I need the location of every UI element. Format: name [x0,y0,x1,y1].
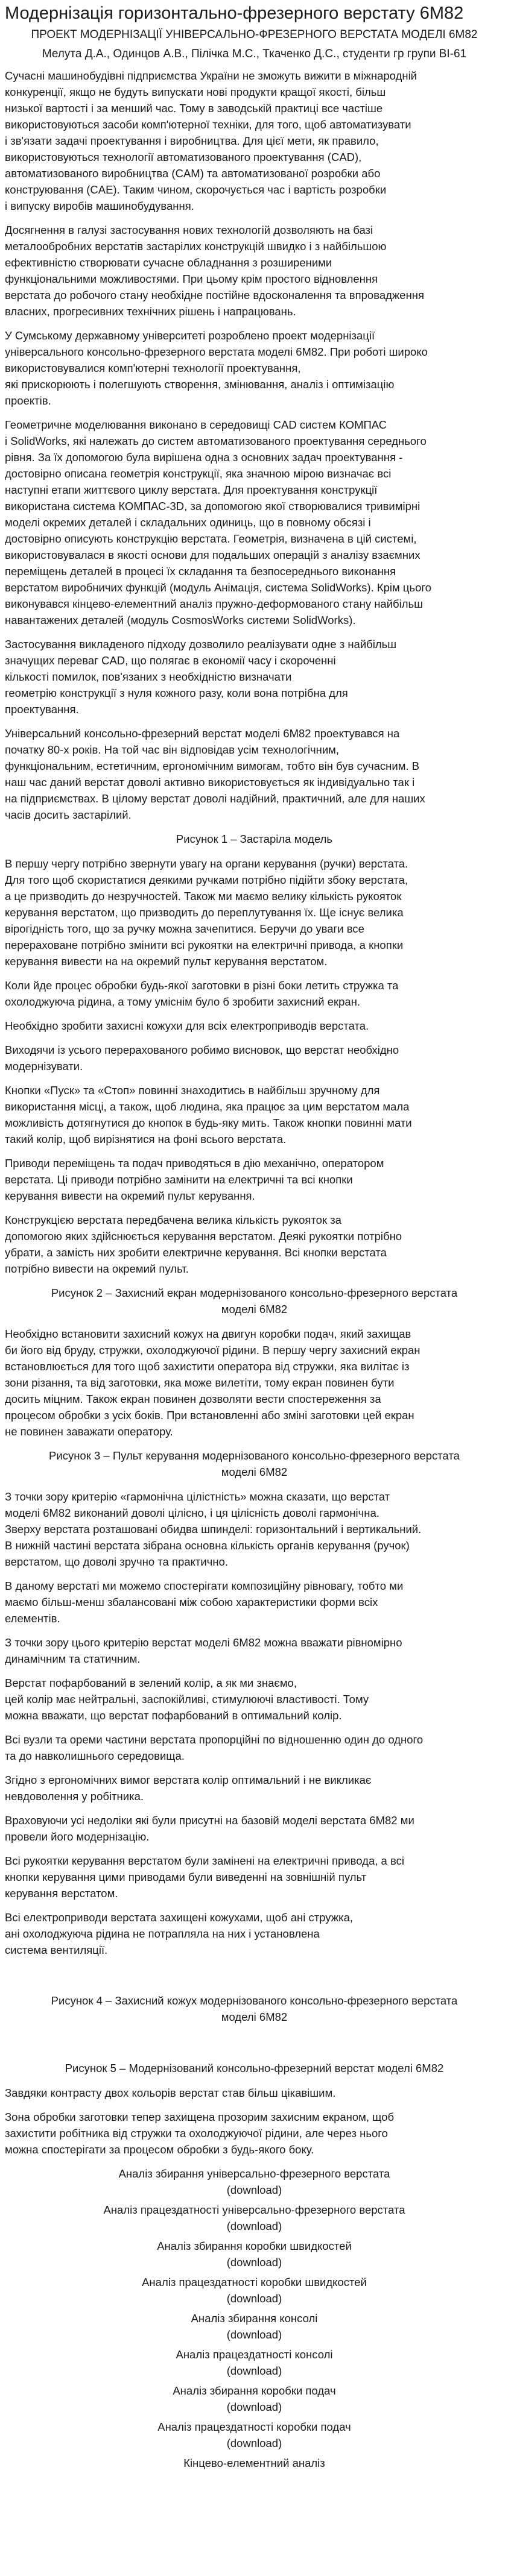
download-item-title: Аналіз працездатності коробки швидкостей [142,2276,367,2288]
paragraph: У Сумському державному університеті розроблено проект модернізації універсального консольно-фрезерного верстата моделі 6М82. При роботі широко використовувалися комп'ютерні технології проектування, які прискорюють і полегшують створення, змінювання, аналіз і оптимізацію проектів. [5,329,428,407]
paragraph: З точки зору цього критерію верстат моделі 6М82 можна вважати рівномірно динамічним та статичним. [5,1636,402,1665]
download-item [5,2165,504,2198]
download-item-title: Аналіз збирання коробки подач [173,2384,336,2397]
figure-caption: Рисунок 1 – Застаріла модель [176,833,333,845]
figure-placeholder [5,2033,504,2060]
download-link[interactable]: (download) [226,2364,282,2377]
download-item-title: Кінцево-елементний аналіз [183,2457,325,2469]
paragraph: В першу чергу потрібно звернути увагу на органи керування (ручки) верстата. Для того щоб скористатися деякими ручками потрібно підійти збоку верстата, а це призводить до незручностей. Також ми маємо велику кількість рукояток керування верстатом, що призводить до переплутування їх. Ще існує велика вірогідність того, що за ручку можна зачепитися. Беручи до уваги все перераховане потрібно змінити всі рукоятки на електричні привода, а кнопки керування вивести на на окремий пульт керування верстатом. [5,857,408,968]
paragraph: Всі рукоятки керування верстатом були замінені на електричні привода, а всі кнопки керування цими приводами були виведенні на зовнішній пульт керування верстатом. [5,1854,404,1900]
download-item-title: Аналіз працездатності коробки подач [157,2420,351,2433]
paragraph: В даному верстаті ми можемо спостерігати композиційну рівновагу, тобто ми маємо більш-менш збалансовані між собою характеристики форми всіх елементів. [5,1579,404,1625]
download-link[interactable]: (download) [226,2437,282,2449]
article-subtitle: ПРОЕКТ МОДЕРНІЗАЦІЇ УНІВЕРСАЛЬНО-ФРЕЗЕРНОГО ВЕРСТАТА МОДЕЛІ 6М82 [31,28,478,41]
paragraph: Сучасні машинобудівні підприємства України не зможуть вижити в міжнародній конкуренції, якщо не будуть випускати нові продукти кращої якості, більш низької вартості і за менший час. Тому в заводській практиці все частіше використовуються засоби комп'ютерної техніки, для того, щоб автоматизувати і зв'язати задачі проектування і виробництва. Для цієї мети, як правило, використовуються технології автоматизованого проектування (CAD), автоматизованого виробництва (CAM) та автоматизованої розробки або конструювання (CAE). Таким чином, скорочується час і вартість розробки і випуску виробів машинобудування. [5,69,417,212]
download-item [5,2419,504,2451]
paragraph: Кнопки «Пуск» та «Стоп» повинні знаходитись в найбільш зручному для використання місці, а також, щоб людина, яка працює за цим верстатом мала можливість дотягнутися до кнопок в будь-яку мить. Також кнопки повинні мати такий колір, щоб вирізнятися на фоні всього верстата. [5,1084,412,1145]
download-item [5,2382,504,2415]
paragraph: З точки зору критерію «гармонічна цілістність» можна сказати, що верстат моделі 6М82 виконаний доволі цілісно, і ця цілісність доволі гармонічна. Зверху верстата розташовані обидва шпинделі: горизонтальний і вертикальний. В нижній частині верстата зібрана основна кількість органів керування (ручок) верстатом, що доволі зручно та практично. [5,1490,422,1568]
paragraph: Згідно з ергономічних вимог верстата колір оптимальний і не викликає невдоволення у робітника. [5,1774,372,1803]
paragraph: Зона обробки заготовки тепер захищена прозорим захисним екраном, щоб захистити робітника від стружки та охолоджуючої рідини, але через нього можна спостерігати за процесом обробки з будь-якого боку. [5,2111,395,2156]
download-link[interactable]: (download) [226,2292,282,2305]
download-item [5,2346,504,2379]
download-item [5,2455,504,2471]
figure-caption: Рисунок 4 – Захисний кожух модернізованого консольно-фрезерного верстата моделі 6М82 [51,1994,458,2023]
paragraph: Виходячи із усього перерахованого робимо висновок, що верстат необхідно модернізувати. [5,1044,399,1072]
figure-caption: Рисунок 3 – Пульт керування модернізованого консольно-фрезерного верстата моделі 6М82 [49,1449,460,1478]
download-link[interactable]: (download) [226,2401,282,2413]
download-item-title: Аналіз збирання універсально-фрезерного верстата [118,2167,390,2180]
download-item-title: Аналіз збирання консолі [191,2312,318,2325]
paragraph: Коли йде процес обробки будь-якої заготовки в різні боки летить стружка та охолоджуюча рідина, а тому уміснім було б зробити захисний екран. [5,979,399,1008]
figure-caption: Рисунок 2 – Захисний екран модернізованого консольно-фрезерного верстата моделі 6М82 [51,1286,458,1315]
paragraph: Необхідно встановити захисний кожух на двигун коробки подач, який захищав би його від бруду, стружки, охолоджуючої рідини. В першу чергу захисний екран встановлюється для того щоб захистити оператора від стружки, яка вилітає із зони різання, та від заготовки, яка може вилетіти, тому екран повинен бути досить міцним. Також екран повинен дозволяти вести спостереження за процесом обробки з усіх боків. При встановленні або зміні заготовки цей екран не повинен заважати оператору. [5,1327,421,1438]
download-item-title: Аналіз працездатності універсально-фрезерного верстата [103,2203,405,2216]
download-item [5,2238,504,2270]
download-link[interactable]: (download) [226,2256,282,2269]
paragraph: Всі вузли та ореми частини верстата пропорційні по відношенню один до одного та до навколишнього середовища. [5,1733,424,1762]
download-item [5,2274,504,2307]
paragraph: Завдяки контрасту двох кольорів верстат став більш цікавішим. [5,2086,336,2099]
paragraph: Верстат пофарбований в зелений колір, а як ми знаємо, цей колір має нейтральні, заспокійливі, стимулюючі властивості. Тому можна вважати, що верстат пофарбований в оптимальний колір. [5,1677,369,1722]
download-link[interactable]: (download) [226,2328,282,2341]
article-body [5,68,504,2158]
paragraph: Враховуючи усі недоліки які були присутні на базовій моделі верстата 6М82 ми провели його модернізацію. [5,1814,414,1843]
paragraph: Застосування викладеного підходу дозволило реалізувати одне з найбільш значущих переваг CAD, що полягає в економії часу і скороченні кількості помилок, пов'язаних з необхідністю визначати геометрію конструкції з нуля кожного разу, коли вона потрібна для проектування. [5,638,397,716]
article-authors: Мелута Д.А., Одинцов А.В., Пілічка М.С., Ткаченко Д.С., студенти гр групи ВІ-61 [42,48,467,60]
paragraph: Досягнення в галузі застосування нових технологій дозволяють на базі металообробних верстатів застарілих конструкцій швидко і з найбільшою ефективністю створювати сучасне обладнання з розширеними функціональними можливостями. При цьому крім простого відновлення верстата до робочого стану необхідне постійне вдосконалення та впровадження власних, прогресивних технічних рішень і напрацювань. [5,224,425,318]
figure-placeholder [5,1966,504,1992]
download-link[interactable]: (download) [226,2184,282,2196]
page-title: Модернізація горизонтально-фрезерного верстату 6М82 [5,4,464,23]
download-item [5,2310,504,2343]
download-item-title: Аналіз збирання коробки швидкостей [157,2240,352,2252]
paragraph: Всі електроприводи верстата захищені кожухами, щоб ані стружка, ані охолоджуюча рідина не потрапляла на них і установлена система вентиляції. [5,1911,354,1956]
paragraph: Конструкцією верстата передбачена велика кількість рукояток за допомогою яких здійснюється керування верстатом. Деякі рукоятки потрібно убрати, а замість них зробити електричне керування. Всі кнопки верстата потрібно вивести на окремий пульт. [5,1214,402,1275]
paragraph: Приводи переміщень та подач приводяться в дію механічно, оператором верстата. Ці приводи потрібно замінити на електричні та всі кнопки керування вивести на окремий пульт керування. [5,1157,384,1202]
paragraph: Геометричне моделювання виконано в середовищі CAD систем КОМПАС і SolidWorks, які належать до систем автоматизованого проектування середнього рівня. За їх допомогою була вирішена одна з основних задач проектування - достовірно описана геометрія конструкції, яка значною мірою визначає всі наступні етапи життєвого циклу верстата. Для проектування конструкції використана система КОМПАС-3D, за допомогою якої створювалися тривимірні моделі окремих деталей і складальних одиниць, що в повному обсязі і достовірно описують конструкцію верстата. Геометрія, визначена в цій системі, використовувалася в якості основи для подальших операцій з аналізу взаємних переміщень деталей в процесі їх складання та безпосереднього виконання верстатом виробничих функцій (модуль Анімація, система SolidWorks). Крім цього виконувався кінцево-елементний аналіз пружно-деформованого стану найбільш навантажених деталей (модуль CosmosWorks системи SolidWorks). [5,418,432,626]
download-item [5,2202,504,2234]
download-item-title: Аналіз працездатності консолі [176,2348,333,2361]
download-link[interactable]: (download) [226,2220,282,2232]
downloads-list [5,2165,504,2471]
paragraph: Універсальний консольно-фрезерний верстат моделі 6М82 проектувався на початку 80-х років. На той час він відповідав усім технологічним, функціональним, естетичним, ергономічним вимогам, тобто він був сучасним. В наш час даний верстат доволі активно використовується як індивідуально так і на підприємствах. В цілому верстат доволі надійний, практичний, але для наших часів досить застарілий. [5,727,425,821]
paragraph: Необхідно зробити захисні кожухи для всіх електроприводів верстата. [5,1019,369,1032]
figure-caption: Рисунок 5 – Модернізований консольно-фрезерний верстат моделі 6М82 [65,2062,444,2074]
